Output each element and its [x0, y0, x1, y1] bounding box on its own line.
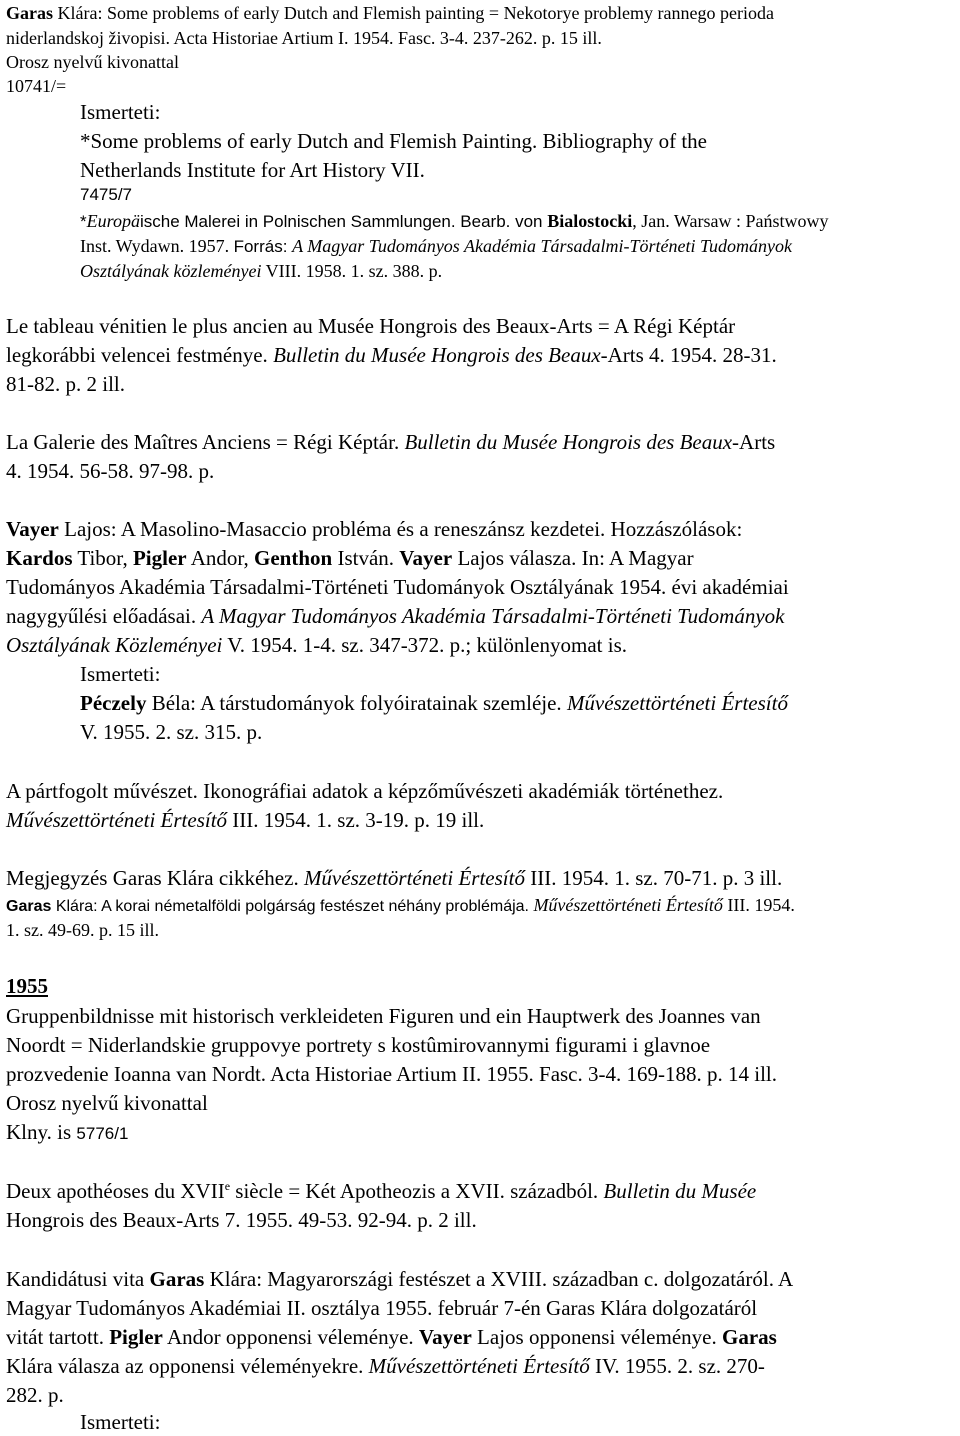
entry-text: Europä — [86, 211, 140, 231]
entry-4-line-7 — [80, 693, 788, 714]
entry-text: Andor, — [186, 546, 255, 570]
entry-9-line-5: 282. p. — [6, 1383, 64, 1407]
entry-text: Andor opponensi véleménye. — [162, 1325, 419, 1349]
entry-9-review-label: Ismerteti: — [80, 1410, 161, 1434]
entry-text: Klny. is — [6, 1120, 77, 1144]
entry-text: La Galerie des Maîtres Anciens = Régi Képtár. — [6, 430, 405, 454]
entry-7-line-3: prozvedenie Ioanna van Nordt. Acta Historiae Artium II. 1955. Fasc. 3-4. 169-188. p. 14 ill. — [6, 1062, 777, 1086]
author-name: Pigler — [109, 1325, 163, 1349]
journal-title: Művészettörténeti Értesítő — [368, 1354, 590, 1378]
entry-text: Megjegyzés Garas Klára cikkéhez. — [6, 866, 304, 890]
entry-text: , Jan. Warsaw : Państwowy — [632, 211, 829, 231]
entry-text: -Arts — [732, 430, 776, 454]
author-name: Péczely — [80, 691, 147, 715]
entry-text: III. 1954. — [722, 895, 795, 915]
entry-9-line-2: Magyar Tudományos Akadémiai II. osztálya 1955. február 7-én Garas Klára dolgozatáról — [6, 1296, 758, 1320]
entry-text: Deux apothéoses du XVII — [6, 1179, 225, 1203]
entry-1-line-1 — [6, 4, 774, 22]
entry-text: Lajos opponensi véleménye. — [471, 1325, 722, 1349]
entry-text: Tibor, — [72, 546, 133, 570]
entry-8-line-2: Hongrois des Beaux-Arts 7. 1955. 49-53. 92-94. p. 2 ill. — [6, 1208, 477, 1232]
author-name: Garas — [6, 898, 52, 915]
entry-9-line-3 — [6, 1327, 777, 1348]
entry-text: Klára: Magyarországi festészet a XVIII. században c. dolgozatáról. A — [204, 1267, 794, 1291]
entry-text: siècle = Két Apotheozis a XVII. századból. — [230, 1179, 604, 1203]
entry-1-line-2: niderlandskoj živopisi. Acta Historiae Artium I. 1954. Fasc. 3-4. 237-262. p. 15 ill. — [6, 28, 602, 48]
entry-6-line-1 — [6, 868, 782, 889]
entry-6-line-3: 1. sz. 49-69. p. 15 ill. — [6, 920, 159, 940]
journal-title: Osztályának Közleményei — [6, 633, 223, 657]
journal-title: Bulletin du Musée Hongrois des Beaux — [273, 343, 601, 367]
author-name: Bialostocki — [547, 211, 633, 231]
entry-5-line-2 — [6, 810, 484, 831]
call-number: 5776/1 — [76, 1124, 129, 1143]
entry-text: István. — [332, 546, 400, 570]
entry-2-line-1: Le tableau vénitien le plus ancien au Musée Hongrois des Beaux-Arts = A Régi Képtár — [6, 314, 736, 338]
entry-text: ische Malerei in Polnischen Sammlungen. Bearb. von — [139, 212, 548, 231]
entry-1-line-7: Netherlands Institute for Art History VII. — [80, 158, 425, 182]
journal-title: Bulletin du Musée Hongrois des Beaux — [404, 430, 733, 454]
entry-6-line-2 — [6, 896, 795, 915]
entry-4-line-3: Tudományos Akadémia Társadalmi-Történeti Tudományok Osztályának 1954. évi akadémiai — [6, 575, 789, 599]
entry-1-line-4: 10741/= — [6, 76, 67, 96]
entry-1-line-8: 7475/7 — [80, 185, 132, 204]
entry-9-line-1 — [6, 1269, 793, 1290]
entry-text: Klára: Some problems of early Dutch and Flemish painting = Nekotorye problemy rannego perioda — [53, 3, 774, 23]
entry-text: Inst. Wydawn. 1957. — [80, 236, 234, 256]
entry-2-line-2 — [6, 345, 777, 366]
author-name: Vayer — [399, 546, 453, 570]
entry-7-line-2: Noordt = Niderlandskie gruppovye portrety s kostûmirovannymi figurami i glavnoe — [6, 1033, 711, 1057]
entry-4-review-label: Ismerteti: — [80, 662, 161, 686]
entry-2-line-3: 81-82. p. 2 ill. — [6, 372, 125, 396]
entry-1-line-9 — [80, 212, 828, 230]
entry-text: legkorábbi velencei festménye. — [6, 343, 274, 367]
entry-3-line-1 — [6, 432, 775, 453]
entry-7-line-1: Gruppenbildnisse mit historisch verkleideten Figuren und ein Hauptwerk des Joannes van — [6, 1004, 761, 1028]
entry-text: Klára válasza az opponensi véleményekre. — [6, 1354, 369, 1378]
entry-3-line-2: 4. 1954. 56-58. 97-98. p. — [6, 459, 215, 483]
entry-text: -Arts 4. 1954. 28-31. — [600, 343, 777, 367]
entry-5-line-1: A pártfogolt művészet. Ikonográfiai adatok a képzőművészeti akadémiák történethez. — [6, 779, 724, 803]
entry-text: III. 1954. 1. sz. 70-71. p. 3 ill. — [524, 866, 783, 890]
author-name: Garas — [6, 3, 53, 23]
entry-text: VIII. 1958. 1. sz. 388. p. — [261, 261, 443, 281]
entry-4-line-2 — [6, 548, 694, 569]
entry-text: Béla: A társtudományok folyóiratainak szemléje. — [146, 691, 567, 715]
author-name: Pigler — [132, 546, 187, 570]
entry-text: Klára: A korai németalföldi polgárság festészet néhány problémája. — [51, 898, 534, 915]
entry-4-line-8: V. 1955. 2. sz. 315. p. — [80, 720, 263, 744]
entry-text: vitát tartott. — [6, 1325, 110, 1349]
entry-4-line-1 — [6, 519, 742, 540]
entry-1-line-11 — [80, 262, 442, 280]
entry-text: Lajos válasza. In: A Magyar — [452, 546, 694, 570]
entry-1-review-label: Ismerteti: — [80, 100, 161, 124]
journal-title: A Magyar Tudományos Akadémia Társadalmi-Történeti Tudományok — [201, 604, 785, 628]
entry-4-line-5 — [6, 635, 627, 656]
journal-title: Művészettörténeti Értesítő — [303, 866, 525, 890]
journal-title: Művészettörténeti Értesítő — [566, 691, 788, 715]
source-label: Forrás: — [233, 237, 293, 256]
author-name: Garas — [721, 1325, 777, 1349]
author-name: Kardos — [6, 546, 73, 570]
year-heading: 1955 — [6, 974, 48, 998]
entry-4-line-4 — [6, 606, 785, 627]
entry-text: Lajos: A Masolino-Masaccio probléma és a reneszánsz kezdetei. Hozzászólások: — [58, 517, 743, 541]
entry-text: III. 1954. 1. sz. 3-19. p. 19 ill. — [227, 808, 485, 832]
entry-7-line-4: Orosz nyelvű kivonattal — [6, 1091, 208, 1115]
entry-text: V. 1954. 1-4. sz. 347-372. p.; különlenyomat is. — [222, 633, 628, 657]
journal-title: Bulletin du Musée — [603, 1179, 757, 1203]
author-name: Vayer — [6, 517, 59, 541]
entry-text: IV. 1955. 2. sz. 270- — [589, 1354, 765, 1378]
entry-9-line-4 — [6, 1356, 765, 1377]
journal-title: Osztályának közleményei — [80, 261, 262, 281]
entry-7-line-5 — [6, 1122, 128, 1143]
journal-title: Művészettörténeti Értesítő — [533, 895, 723, 915]
entry-1-line-6: *Some problems of early Dutch and Flemish Painting. Bibliography of the — [80, 129, 707, 153]
author-name: Vayer — [418, 1325, 472, 1349]
journal-title: Művészettörténeti Értesítő — [6, 808, 228, 832]
author-name: Garas — [149, 1267, 205, 1291]
author-name: Genthon — [254, 546, 333, 570]
journal-title: A Magyar Tudományos Akadémia Társadalmi-Történeti Tudományok — [292, 236, 792, 256]
entry-1-line-10 — [80, 237, 792, 255]
entry-8-line-1 — [6, 1181, 756, 1202]
entry-1-line-3: Orosz nyelvű kivonattal — [6, 52, 179, 72]
entry-text: nagygyűlési előadásai. — [6, 604, 202, 628]
entry-text: Kandidátusi vita — [6, 1267, 150, 1291]
superscript: e — [224, 1179, 231, 1193]
entry-text: * — [80, 212, 87, 231]
